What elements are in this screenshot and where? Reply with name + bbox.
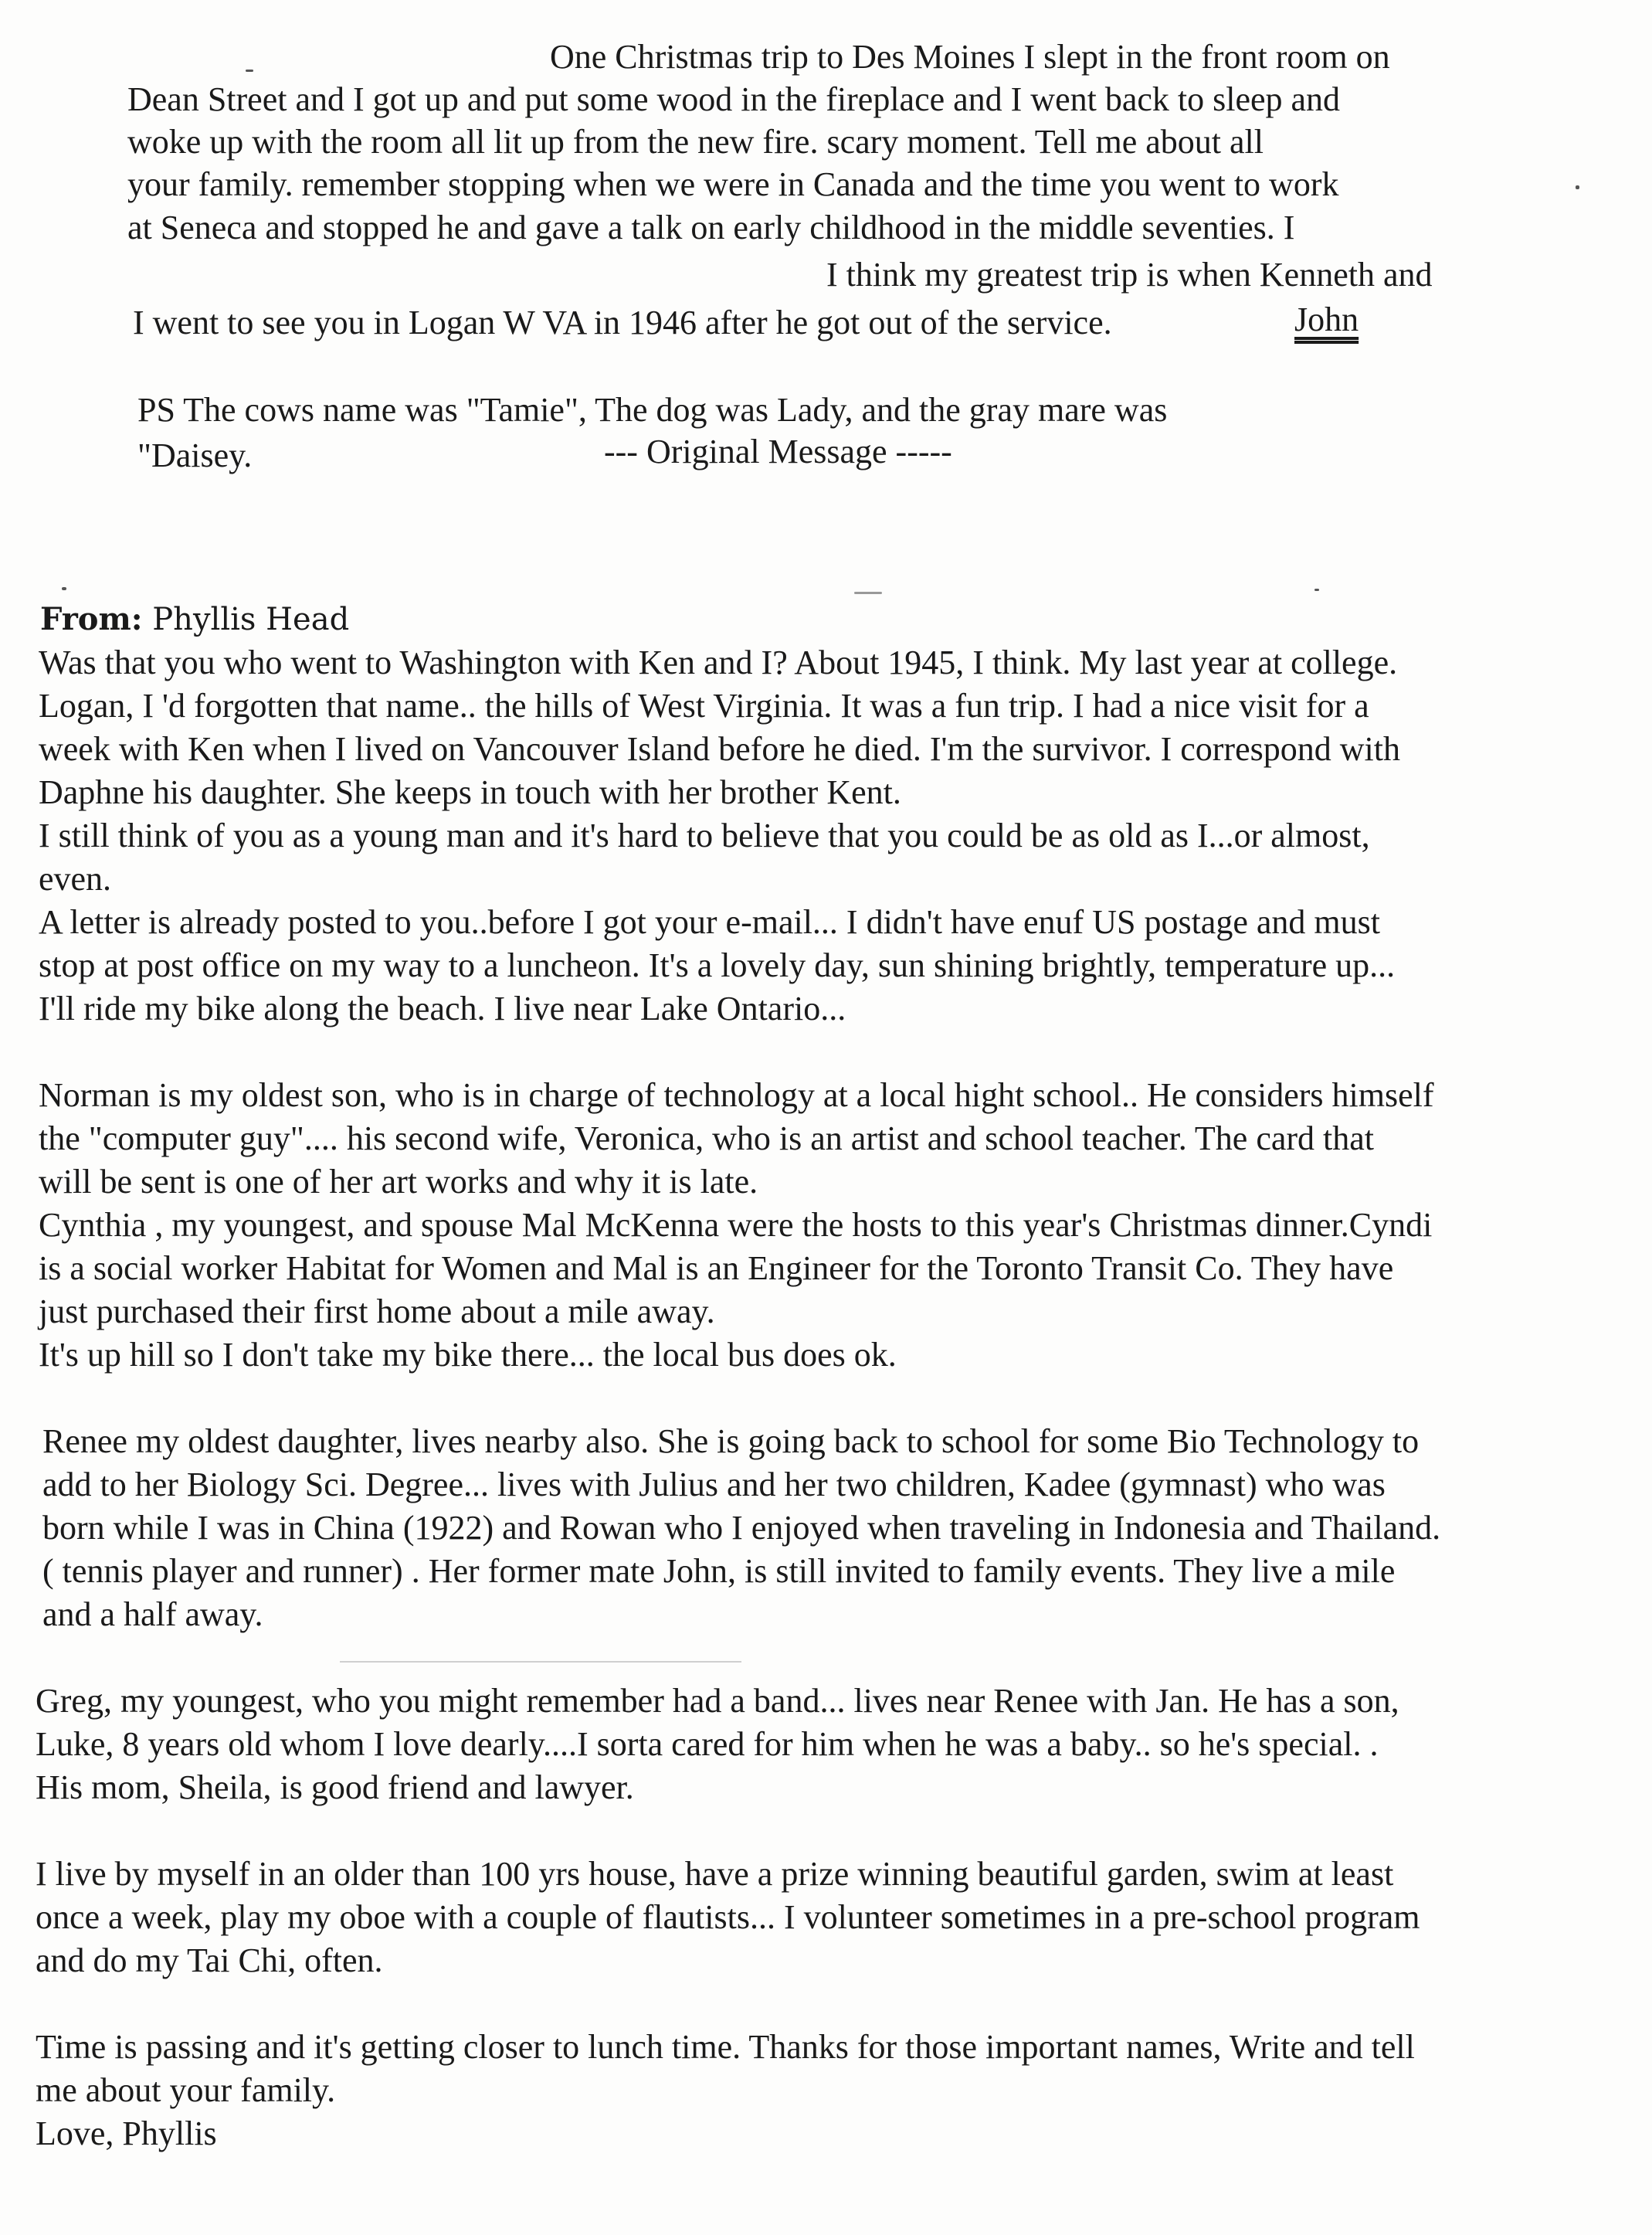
reply-line-3: woke up with the room all lit up from the new fire. scary moment. Tell me about all [127,123,1264,161]
body-line: will be sent is one of her art works and why it is late. [39,1163,758,1201]
from-label: From: [40,601,143,637]
from-header [40,598,349,641]
body-line: His mom, Sheila, is good friend and lawyer. [36,1768,634,1806]
original-message-marker: --- Original Message ----- [604,433,952,470]
body-line: just purchased their first home about a mile away. [39,1292,715,1330]
body-line: week with Ken when I lived on Vancouver Island before he died. I'm the survivor. I correspond with [39,730,1400,768]
reply-line-6: I think my greatest trip is when Kenneth and [826,256,1433,294]
body-line: Norman is my oldest son, who is in charge of technology at a local hight school.. He considers himself [39,1076,1434,1114]
reply-line-4: your family. remember stopping when we were in Canada and the time you went to work [127,165,1339,203]
body-line: even. [39,860,112,898]
body-line: Was that you who went to Washington with Ken and I? About 1945, I think. My last year at college. [39,644,1398,681]
body-line: once a week, play my oboe with a couple of flautists... I volunteer sometimes in a pre-school program [36,1898,1420,1936]
from-name: Phyllis Head [152,602,350,637]
body-line: stop at post office on my way to a luncheon. It's a lovely day, sun shining brightly, temperature up... [39,946,1396,984]
body-line: ( tennis player and runner) . Her former mate John, is still invited to family events. They live a mile [42,1552,1396,1590]
reply-line-7: I went to see you in Logan W VA in 1946 after he got out of the service. [133,304,1112,341]
body-line: and do my Tai Chi, often. [36,1941,383,1979]
reply-line-1: One Christmas trip to Des Moines I slept in the front room on [550,38,1390,76]
body-line: Cynthia , my youngest, and spouse Mal McKenna were the hosts to this year's Christmas dinner.Cyndi [39,1206,1433,1244]
body-line: Time is passing and it's getting closer to lunch time. Thanks for those important names, Write and tell [36,2028,1415,2066]
body-line: Logan, I 'd forgotten that name.. the hills of West Virginia. It was a fun trip. I had a nice visit for a [39,687,1369,725]
body-line: I'll ride my bike along the beach. I live near Lake Ontario... [39,990,846,1027]
scan-faint-rule [340,1661,741,1663]
scan-speck [854,592,882,594]
closing-signature: Love, Phyllis [36,2114,217,2152]
body-line: I still think of you as a young man and it's hard to believe that you could be as old as I...or almost, [39,817,1370,854]
body-line: I live by myself in an older than 100 yrs house, have a prize winning beautiful garden, swim at least [36,1855,1394,1893]
body-line: me about your family. [36,2071,336,2109]
body-line: Luke, 8 years old whom I love dearly....I sorta cared for him when he was a baby.. so he's special. . [36,1725,1379,1763]
body-line: born while I was in China (1922) and Rowan who I enjoyed when traveling in Indonesia and Thailand. [42,1509,1441,1547]
reply-line-5: at Seneca and stopped he and gave a talk on early childhood in the middle seventies. I [127,209,1295,246]
body-line: It's up hill so I don't take my bike there... the local bus does ok. [39,1336,897,1374]
body-line: the "computer guy".... his second wife, Veronica, who is an artist and school teacher. The card that [39,1119,1375,1157]
ps-line-2: "Daisey. [137,436,253,474]
body-line: is a social worker Habitat for Women and Mal is an Engineer for the Toronto Transit Co. They have [39,1249,1394,1287]
reply-line-2: Dean Street and I got up and put some wood in the fireplace and I went back to sleep and [127,80,1341,118]
scan-speck [1576,185,1579,189]
body-line: A letter is already posted to you..before I got your e-mail... I didn't have enuf US postage and must [39,903,1380,941]
body-line: Daphne his daughter. She keeps in touch with her brother Kent. [39,773,901,811]
scan-speck [62,587,66,590]
body-line: add to her Biology Sci. Degree... lives with Julius and her two children, Kadee (gymnast) who was [42,1466,1386,1503]
body-line: Greg, my youngest, who you might remember had a band... lives near Renee with Jan. He has a son, [36,1682,1399,1720]
body-line: Renee my oldest daughter, lives nearby also. She is going back to school for some Bio Technology to [42,1422,1420,1460]
reply-signature: John [1294,301,1359,338]
body-line: and a half away. [42,1595,263,1633]
scan-speck [1314,589,1319,591]
ps-line-1: PS The cows name was "Tamie", The dog was Lady, and the gray mare was [137,391,1168,429]
scan-speck [246,70,253,72]
